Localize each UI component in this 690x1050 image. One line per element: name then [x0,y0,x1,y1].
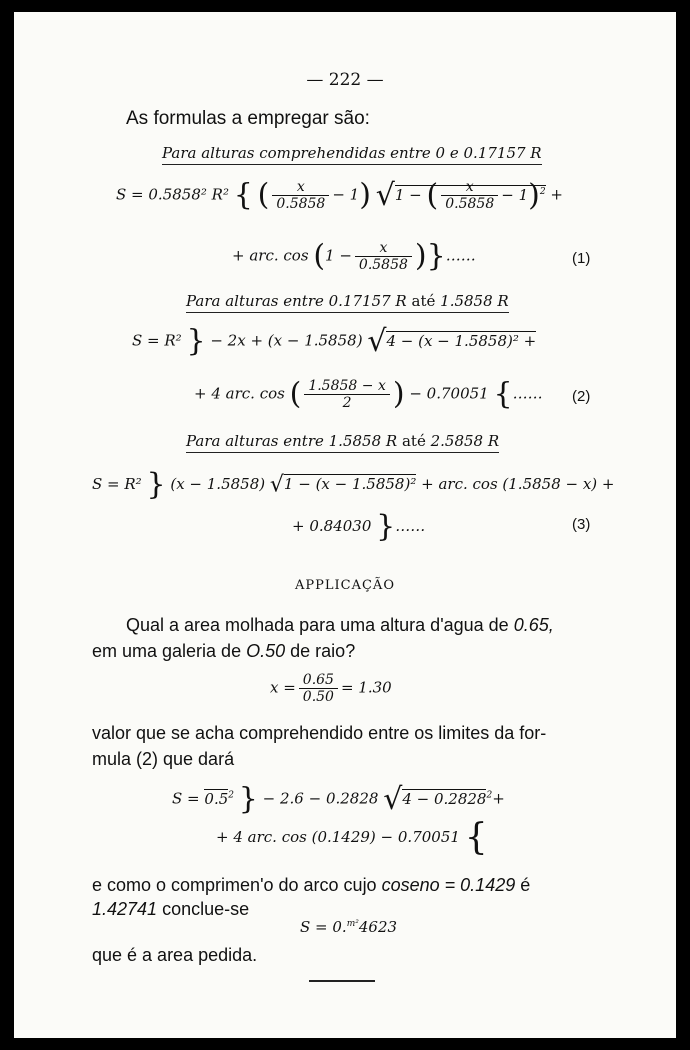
formula2-heading: Para alturas entre 0.17157 R até 1.5858 R [186,292,509,313]
formula1-radicand: 1 − ( $\frac{x}{0.5858}$ − 1)$^2$ [394,177,546,213]
formula2-radical: √ [367,324,387,359]
formula3-radicand: 1 − (x − 1.5858)² [283,475,417,493]
question-line2: em uma galeria de O.50 de raio? [92,641,356,661]
formula3-lhs: S = R² [92,475,142,493]
formula1-number: (1) [572,250,591,267]
formula3-arccos: + arc. cos (1.5858 − x) + [421,475,615,493]
formula2-number: (2) [572,388,591,405]
formula3-line1: S = R² } (x − 1.5858) √1 − (x − 1.5858)² + arc. cos (1.5858 − x) + [92,467,615,502]
formula3-line2: + 0.84030 }…… [292,509,426,544]
book-page [14,12,676,1038]
question-line1: Qual a area molhada para uma altura d'agua de 0.65, [126,615,554,635]
formula1-line2: + arc. cos (1 − $\frac{x}{0.5858}$ )}…… [232,238,476,274]
conclusion-line1: e como o comprimen'o do arco cujo coseno = 0.1429 é [92,875,531,895]
formula1-fraction: $\frac{x}{0.5858}$ [272,179,329,212]
formula3-heading: Para alturas entre 1.5858 R até 2.5858 R [186,432,499,453]
closing-rule [309,980,375,982]
formula1-plus: + [550,185,563,204]
conclusion-line2: 1.42741 conclue-se [92,899,250,919]
formula1-radical: √ [375,178,395,213]
formula1-lhs: S = 0.5858² R² [116,185,229,204]
formula2-fraction: $\frac{1.5858 - x}{2}$ [304,378,390,411]
final-line: que é a area pedida. [92,945,258,965]
formula3-number: (3) [572,516,591,533]
section-title: APPLICAÇÃO [295,578,395,593]
calc-line1: $S = 0.5^2$ } − 2.6 − 0.2828 $√4 - 0.2828^2+$ [172,781,505,817]
formula2-radicand: 4 − (x − 1.5858)² + [386,331,537,350]
formula2-line1: S = R² } − 2x + (x − 1.5858) √4 − (x − 1.5858)² + [132,323,537,359]
text-line-a: valor que se acha comprehendido entre os limites da for- [92,723,547,743]
formula2-arccos: + 4 arc. cos [194,384,285,403]
formula2-lhs: S = R² [132,331,182,350]
calc-line2: + 4 arc. cos (0.1429) − 0.70051 { [216,817,488,858]
formula1-open-brace: { [233,177,253,213]
intro-text: As formulas a empregar são: [126,108,370,129]
formula1-minus-one: − 1 [332,185,360,204]
formula1-line1: S = 0.5858² R² { ( $\frac{x}{0.5858}$ − 1) √1 − ( $\frac{x}{0.5858}$ − 1)$^2$ + [116,177,563,213]
x-equation: x = $\frac{0.65}{0.50}$ = 1.30 [270,672,392,705]
result-equation: S = 0.$^{m^2}$4623 [300,918,398,936]
page-number: — 222 — [306,70,384,90]
formula1-heading: Para alturas comprehendidas entre 0 e 0.17157 R [162,144,542,165]
text-line-b: mula (2) que dará [92,749,235,769]
formula2-line2: + 4 arc. cos ( $\frac{1.5858 - x}{2}$ ) − 0.70051 {…… [194,376,543,412]
formula1-arccos: + arc. cos [232,246,309,265]
formula2-term1: − 2x + (x − 1.5858) [210,331,363,350]
